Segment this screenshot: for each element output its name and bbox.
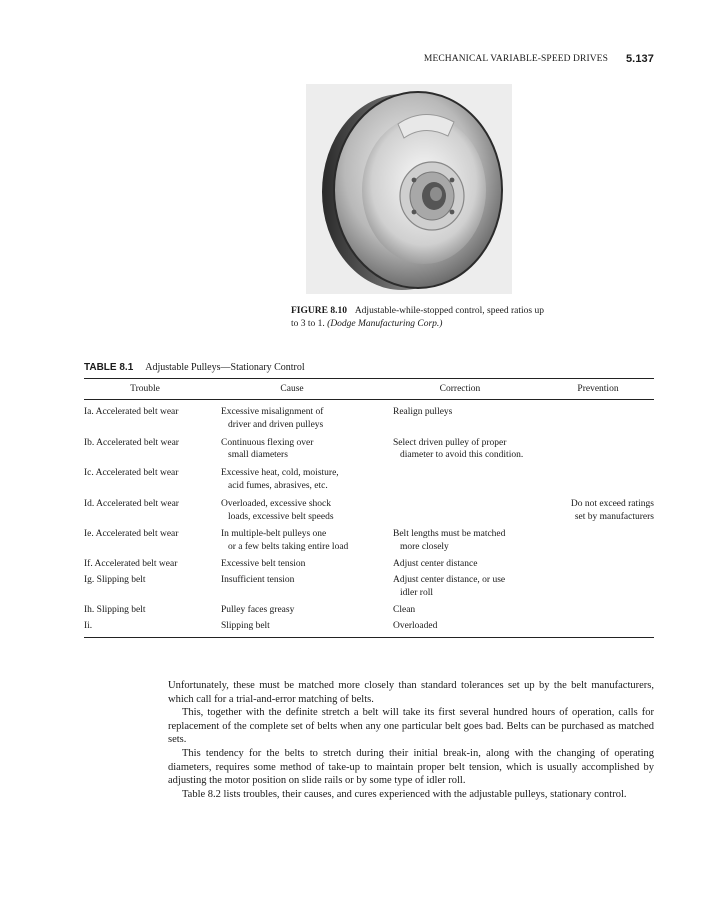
- cell-prevention-line: Do not exceed ratings: [570, 498, 654, 509]
- cell-cause-line: loads, excessive belt speeds: [228, 511, 334, 522]
- trouble-text: Ih. Slipping belt: [84, 605, 146, 616]
- cell-cause: [206, 406, 378, 432]
- body-text: [168, 679, 654, 801]
- header-trouble: Trouble: [130, 384, 160, 394]
- trouble-text: Ig. Slipping belt: [84, 574, 146, 585]
- cell-correction: [378, 467, 542, 493]
- cell-cause: [206, 604, 378, 617]
- paragraph: This tendency for the belts to stretch during their initial break-in, along with the changing of operating diameters, requires some method of take-up to maintain proper belt tension, which is usually accomplished by adjusting the motor position on slide rails or by some type of idler roll.: [168, 747, 654, 787]
- trouble-text: If. Accelerated belt wear: [84, 558, 178, 569]
- trouble-text: Ic. Accelerated belt wear: [84, 468, 179, 479]
- cell-cause-line: acid fumes, abrasives, etc.: [228, 480, 328, 491]
- cell-correction-line: diameter to avoid this condition.: [400, 450, 524, 461]
- cell-trouble: [84, 467, 206, 493]
- cell-correction: [378, 528, 542, 554]
- table-header: [84, 379, 654, 399]
- header-prevention: Prevention: [577, 384, 619, 394]
- figure-label: FIGURE 8.10: [291, 306, 347, 316]
- cell-cause-line: Overloaded, excessive shock: [221, 498, 332, 509]
- cell-prevention: [542, 558, 654, 571]
- cell-prevention: [542, 528, 654, 554]
- adjustable-pulley-image: [306, 84, 512, 294]
- cell-trouble: [84, 620, 206, 633]
- table-title: [84, 362, 305, 373]
- figure-source: (Dodge Manufacturing Corp.): [327, 318, 443, 329]
- cell-cause-line: Continuous flexing over: [221, 437, 314, 448]
- table-row: [84, 604, 654, 617]
- cell-correction: [378, 574, 542, 600]
- cell-trouble: [84, 406, 206, 432]
- cell-cause-line: driver and driven pulleys: [228, 419, 324, 430]
- table-row: [84, 558, 654, 571]
- cell-correction-line: Realign pulleys: [393, 407, 453, 417]
- trouble-text: Id. Accelerated belt wear: [84, 498, 179, 509]
- cell-correction-line: Adjust center distance, or use: [393, 574, 506, 585]
- table-row: [84, 437, 654, 463]
- troubleshooting-table: [84, 378, 654, 638]
- cell-cause: [206, 498, 378, 524]
- cell-correction-line: Clean: [393, 605, 416, 616]
- cell-prevention: [542, 498, 654, 524]
- paragraph: This, together with the definite stretch a belt will take its first several hundred hours of operation, calls for replacement of the complete set of belts when any one particular belt goes bad. Belts can be purchased as matched sets.: [168, 707, 654, 746]
- cell-correction: [378, 406, 542, 432]
- cell-cause: [206, 467, 378, 493]
- cell-prevention-line: set by manufacturers: [574, 511, 654, 522]
- figure-caption: [291, 305, 551, 330]
- table-row: [84, 498, 654, 524]
- header-correction: Correction: [439, 384, 481, 394]
- cell-correction-line: Overloaded: [393, 621, 438, 632]
- cell-prevention: [542, 574, 654, 600]
- cell-cause-line: Slipping belt: [221, 621, 270, 632]
- cell-cause-line: In multiple-belt pulleys one: [221, 529, 327, 540]
- cell-trouble: [84, 498, 206, 524]
- cell-cause: [206, 558, 378, 571]
- cell-trouble: [84, 558, 206, 571]
- cell-prevention: [542, 620, 654, 633]
- cell-trouble: [84, 574, 206, 600]
- cell-correction: [378, 558, 542, 571]
- cell-correction: [378, 604, 542, 617]
- table-bottom-rule: [84, 637, 654, 638]
- cell-trouble: [84, 528, 206, 554]
- cell-correction-line: Belt lengths must be matched: [393, 529, 506, 540]
- trouble-text: Ie. Accelerated belt wear: [84, 529, 179, 540]
- header-cause: Cause: [280, 384, 304, 394]
- table-row: [84, 406, 654, 432]
- running-head: [424, 54, 654, 65]
- cell-prevention: [542, 467, 654, 493]
- cell-prevention: [542, 406, 654, 432]
- cell-cause-line: Insufficient tension: [221, 574, 295, 585]
- cell-trouble: [84, 437, 206, 463]
- cell-correction-line: more closely: [400, 542, 449, 553]
- cell-cause-line: Pulley faces greasy: [221, 605, 295, 616]
- cell-correction-line: Select driven pulley of proper: [393, 437, 507, 448]
- table-row: [84, 620, 654, 633]
- cell-cause-line: Excessive belt tension: [221, 558, 306, 569]
- cell-cause: [206, 437, 378, 463]
- cell-trouble: [84, 604, 206, 617]
- cell-prevention: [542, 437, 654, 463]
- table-row: [84, 574, 654, 600]
- table-row: [84, 528, 654, 554]
- page-number: 5.137: [625, 53, 654, 65]
- paragraph: Unfortunately, these must be matched more closely than standard tolerances set up by the belt manufacturers, which call for a trial-and-error matching of belts.: [168, 680, 654, 705]
- cell-correction: [378, 620, 542, 633]
- section-title: MECHANICAL VARIABLE-SPEED DRIVES: [423, 54, 608, 64]
- cell-cause: [206, 528, 378, 554]
- trouble-text: Ii.: [84, 621, 93, 632]
- figure-caption-text: Adjustable-while-stopped control, speed ratios up to 3 to 1.: [291, 306, 544, 329]
- cell-cause-line: Excessive misalignment of: [221, 407, 324, 417]
- table-label: TABLE 8.1: [84, 362, 134, 373]
- table-title-text: Adjustable Pulleys—Stationary Control: [145, 362, 305, 373]
- table-row: [84, 467, 654, 493]
- trouble-text: Ia. Accelerated belt wear: [84, 407, 179, 417]
- table-body: [84, 400, 654, 637]
- cell-prevention: [542, 604, 654, 617]
- pulley-photo: [306, 84, 512, 294]
- cell-cause: [206, 620, 378, 633]
- cell-correction: [378, 498, 542, 524]
- cell-cause-line: or a few belts taking entire load: [228, 542, 349, 553]
- cell-correction-line: idler roll: [400, 587, 433, 598]
- paragraph: Table 8.2 lists troubles, their causes, and cures experienced with the adjustable pulleys, stationary control.: [182, 788, 627, 800]
- trouble-text: Ib. Accelerated belt wear: [84, 437, 179, 448]
- cell-cause: [206, 574, 378, 600]
- cell-correction: [378, 437, 542, 463]
- cell-cause-line: small diameters: [228, 450, 288, 461]
- cell-cause-line: Excessive heat, cold, moisture,: [221, 468, 339, 479]
- cell-correction-line: Adjust center distance: [393, 558, 478, 569]
